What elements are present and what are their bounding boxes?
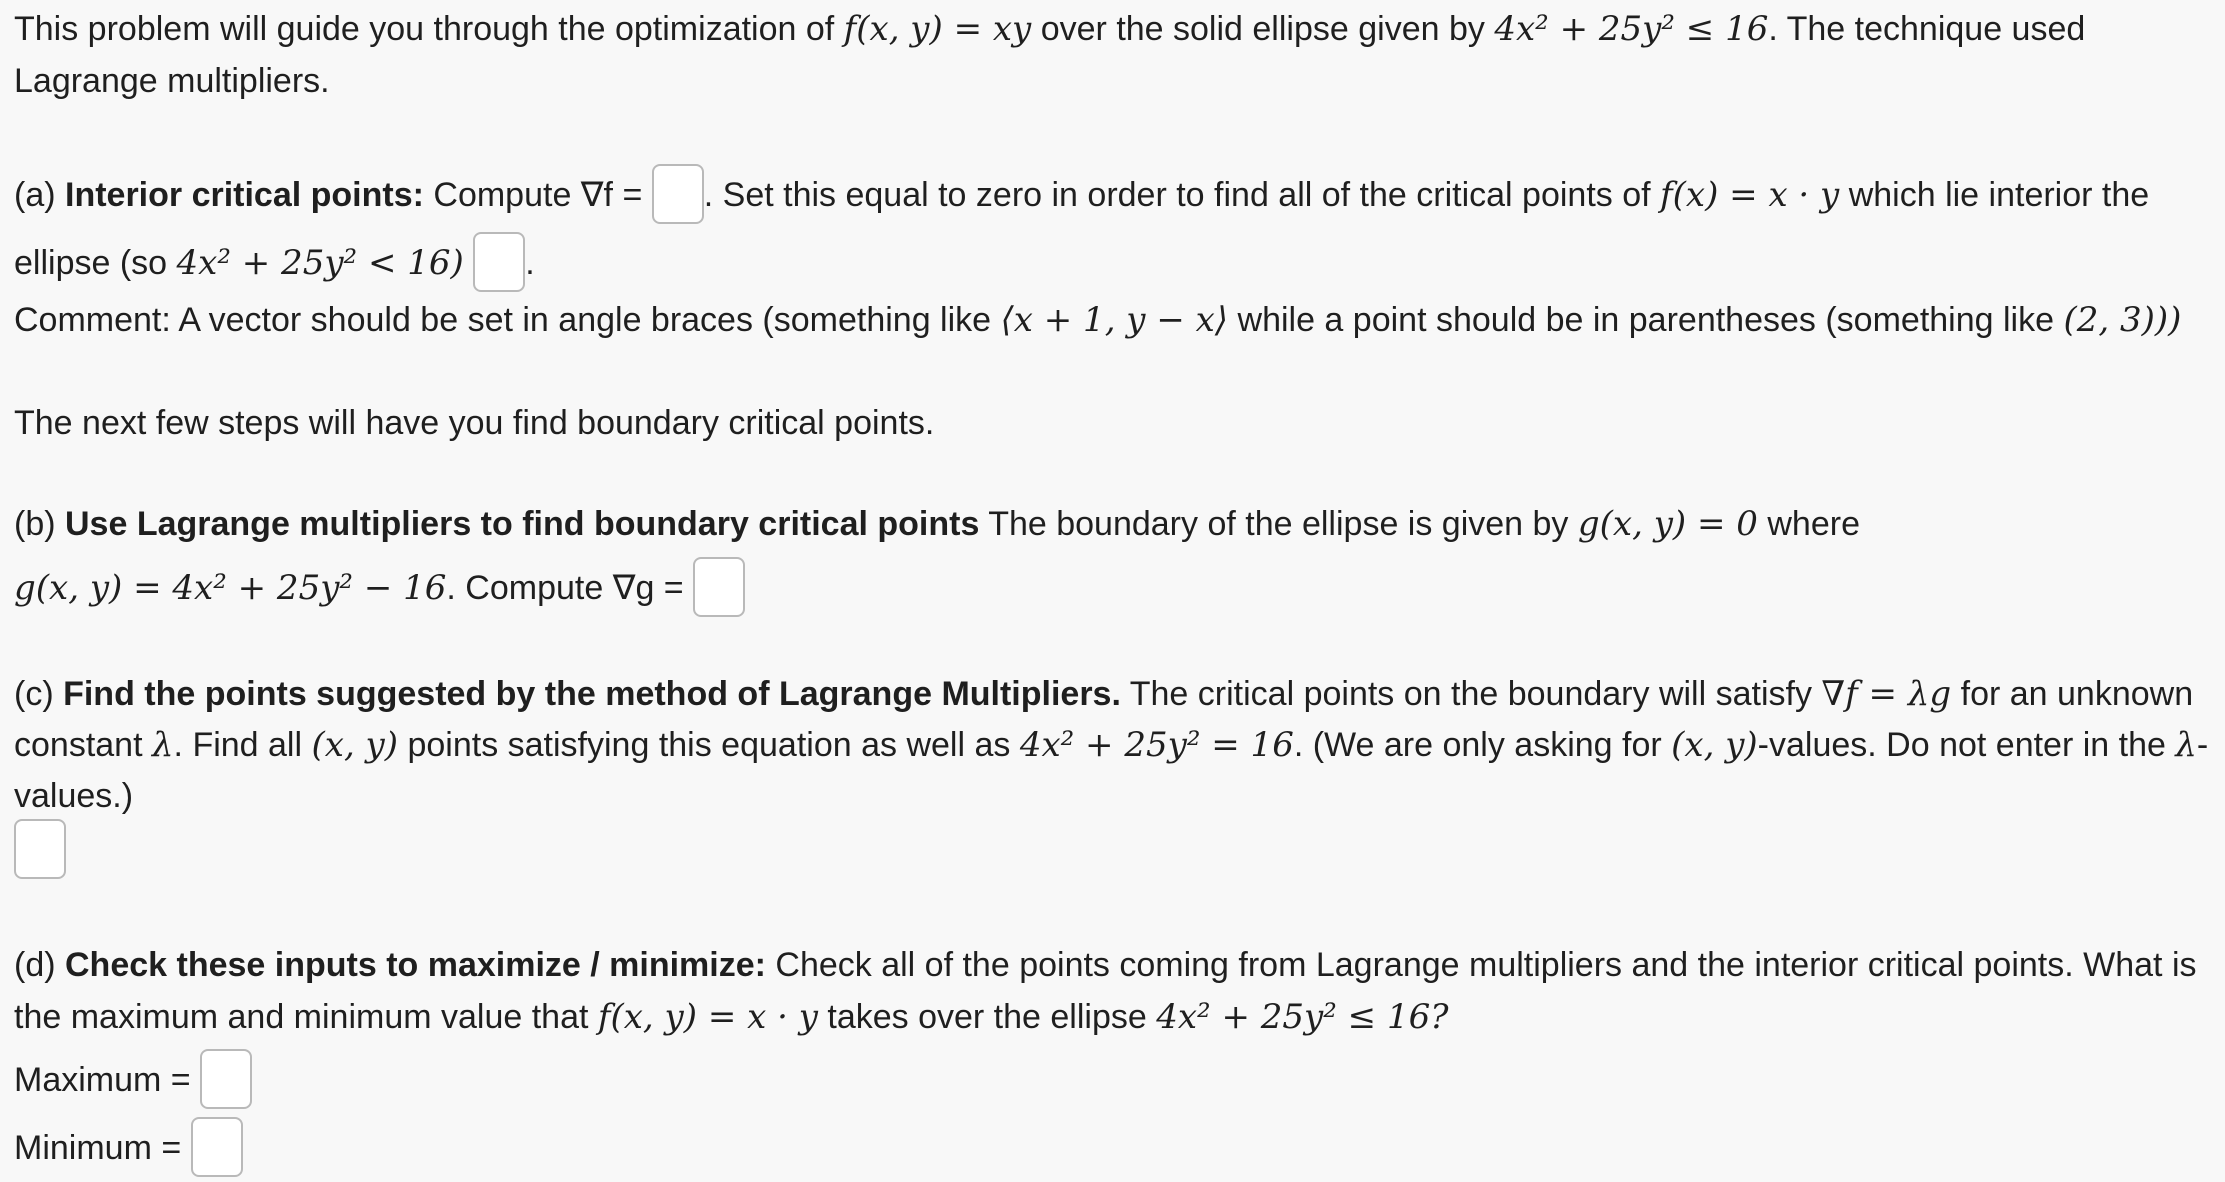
transition-line (14, 402, 934, 444)
xy-pair: (x, y) (311, 725, 399, 765)
part-c-text: -values. Do not enter in the (1757, 726, 2176, 764)
ellipse-inequality: 4x² + 25y² ≤ 16 (1494, 9, 1769, 49)
intro-text: over the solid ellipse given by (1031, 10, 1495, 48)
part-c-text: points satisfying this equation as well as (398, 726, 1020, 764)
point-example: (2, 3))) (2063, 300, 2182, 340)
intro-line-1 (14, 8, 2085, 50)
part-label: (a) (14, 175, 65, 214)
answer-maximum[interactable] (200, 1049, 252, 1109)
vector-example: ⟨x + 1, y − x⟩ (1000, 300, 1229, 340)
part-c-line-1 (14, 673, 2193, 715)
answer-minimum[interactable] (191, 1117, 243, 1177)
constraint-function: g(x, y) = 4x² + 25y² − 16 (14, 567, 447, 608)
answer-boundary-points[interactable] (14, 819, 66, 879)
part-c-text: for an unknown (1951, 675, 2194, 713)
maximum-row (14, 1052, 252, 1112)
part-a-text: Compute ∇f = (423, 175, 643, 214)
function-expression: f(x, y) = x · y (597, 997, 818, 1037)
part-label: (c) (14, 675, 64, 713)
comment-text: while a point should be in parentheses (something like (1228, 301, 2064, 339)
part-d-line-1 (14, 944, 2197, 986)
part-c-heading: Find the points suggested by the method of Lagrange Multipliers. (63, 675, 1121, 713)
intro-text: This problem will guide you through the optimization of (14, 10, 844, 48)
answer-interior-points[interactable] (473, 232, 525, 292)
constraint-equation: 4x² + 25y² = 16 (1019, 725, 1294, 765)
maximum-label: Maximum = (14, 1060, 191, 1099)
part-a-text: which lie interior the (1839, 175, 2150, 214)
part-a-heading: Interior critical points: (65, 175, 424, 214)
function-definition: f(x, y) = xy (843, 9, 1032, 49)
part-b-text: The boundary of the ellipse is given by (979, 505, 1578, 543)
part-c-text: constant (14, 726, 152, 764)
interior-condition: 4x² + 25y² < 16) (176, 242, 464, 283)
answer-grad-g[interactable] (693, 557, 745, 617)
minimum-label: Minimum = (14, 1128, 182, 1167)
part-a-line-1 (14, 167, 2149, 227)
boundary-equation: g(x, y) = 0 (1577, 504, 1758, 544)
part-b-text: . Compute ∇g = (446, 568, 684, 607)
part-b-text: where (1757, 505, 1860, 543)
part-c-text: values.) (14, 777, 134, 815)
ellipse-inequality: 4x² + 25y² ≤ 16? (1156, 997, 1449, 1037)
part-a-comment (14, 299, 2181, 341)
part-b-heading: Use Lagrange multipliers to find boundary critical points (65, 505, 980, 543)
part-d-text: takes over the ellipse (817, 998, 1157, 1036)
part-d-text: Check all of the points coming from Lagrange multipliers and the interior critical points. What is (765, 946, 2197, 984)
part-d-line-2 (14, 996, 1448, 1038)
part-d-heading: Check these inputs to maximize / minimize: (65, 946, 766, 984)
intro-text: Lagrange multipliers. (14, 62, 330, 100)
part-d-text: the maximum and minimum value that (14, 998, 598, 1036)
comment-text: Comment: A vector should be set in angle braces (something like (14, 301, 1001, 339)
answer-grad-f[interactable] (652, 164, 704, 224)
intro-line-2 (14, 60, 330, 102)
part-a-text: ellipse (so (14, 243, 177, 282)
part-c-text: The critical points on the boundary will satisfy (1120, 675, 1822, 713)
part-label: (d) (14, 946, 65, 984)
part-a-text: . Set this equal to zero in order to find all of the critical points of (703, 175, 1661, 214)
part-c-text: . Find all (173, 726, 312, 764)
part-c-text: - (2196, 726, 2209, 764)
intro-text: . The technique used (1768, 10, 2086, 48)
part-b-line-2 (14, 560, 745, 620)
part-b-line-1 (14, 503, 1860, 545)
part-c-line-2 (14, 724, 2208, 766)
part-label: (b) (14, 505, 65, 543)
lambda-symbol: λ (2175, 725, 2197, 765)
lagrange-equation: ∇f = λg (1821, 674, 1952, 714)
part-a-text: . (525, 243, 535, 282)
part-c-answer-row (14, 822, 66, 882)
function-expression: f(x) = x · y (1660, 174, 1840, 215)
transition-text: The next few steps will have you find boundary critical points. (14, 404, 935, 442)
part-c-line-3 (14, 775, 133, 817)
part-c-text: . (We are only asking for (1293, 726, 1672, 764)
lambda-symbol: λ (151, 725, 174, 765)
xy-pair: (x, y) (1671, 725, 1758, 765)
minimum-row (14, 1120, 243, 1180)
part-a-line-2 (14, 235, 535, 295)
